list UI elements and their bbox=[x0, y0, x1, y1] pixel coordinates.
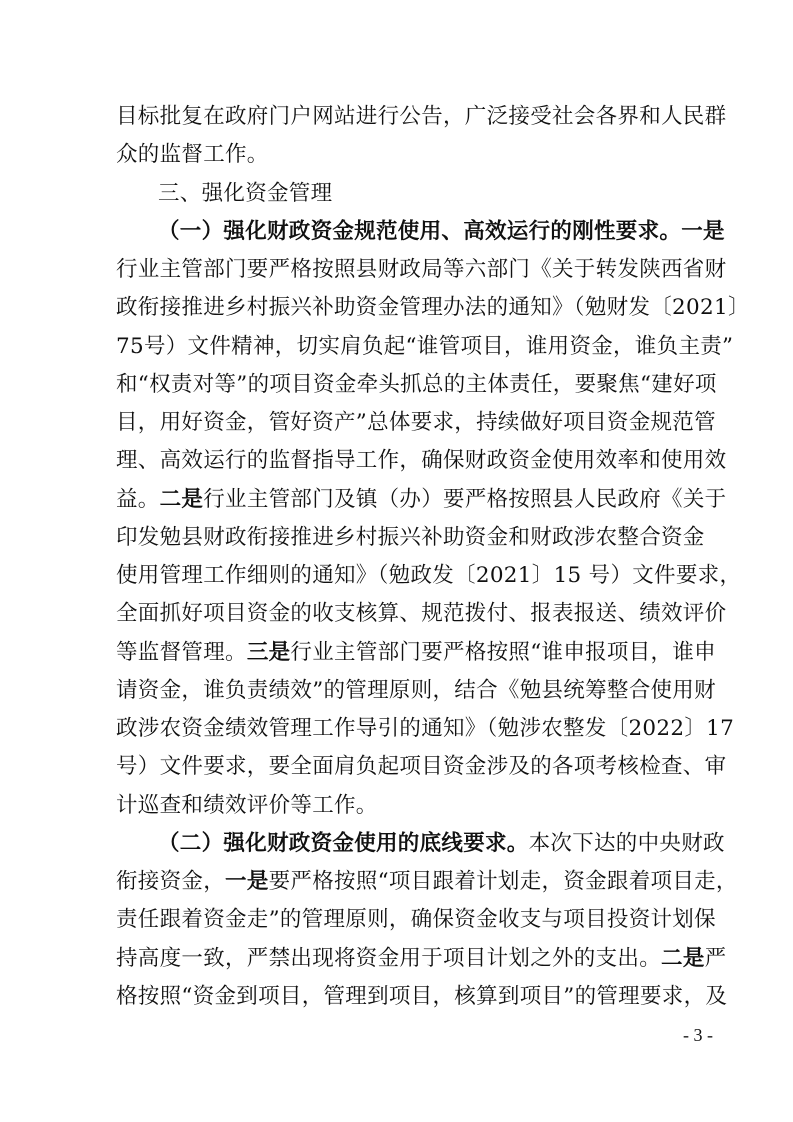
text-line: 75号）文件精神，切实肩负起“谁管项目，谁用资金，谁负主责” bbox=[116, 334, 734, 359]
section-heading: 三、强化资金管理 bbox=[158, 181, 333, 206]
text-line: 计巡查和绩效评价等工作。 bbox=[116, 793, 378, 818]
text-line: 目标批复在政府门户网站进行公告，广泛接受社会各界和人民群 bbox=[116, 104, 727, 129]
text-line: 印发勉县财政衔接推进乡村振兴补助资金和财政涉农整合资金 bbox=[116, 525, 705, 550]
text-line: 请资金，谁负责绩效”的管理原则，结合《勉县统筹整合使用财 bbox=[116, 678, 716, 703]
page-number: - 3 - bbox=[683, 1025, 713, 1045]
text-line: 行业主管部门要严格按照县财政局等六部门《关于转发陕西省财 bbox=[116, 257, 727, 282]
text-line: 政衔接推进乡村振兴补助资金管理办法的通知》（勉财发〔2021〕 bbox=[116, 295, 750, 320]
subsection-heading: （一）强化财政资金规范使用、高效运行的刚性要求。一是 bbox=[158, 219, 725, 244]
text-line: 等监督管理。三是行业主管部门要严格按照“谁申报项目，谁申 bbox=[116, 640, 716, 665]
text-line: 使用管理工作细则的通知》（勉政发〔2021〕15 号）文件要求， bbox=[116, 563, 742, 588]
text-line: 理、高效运行的监督指导工作，确保财政资金使用效率和使用效 bbox=[116, 448, 727, 473]
text-line: 众的监督工作。 bbox=[116, 142, 269, 167]
text-line: 益。二是行业主管部门及镇（办）要严格按照县人民政府《关于 bbox=[116, 487, 727, 512]
emphasis: 一是 bbox=[225, 869, 269, 894]
text-line: 责任跟着资金走”的管理原则，确保资金收支与项目投资计划保 bbox=[116, 907, 716, 932]
text-line: 全面抓好项目资金的收支核算、规范拨付、报表报送、绩效评价 bbox=[116, 601, 727, 626]
text-line: 持高度一致，严禁出现将资金用于项目计划之外的支出。二是严 bbox=[116, 946, 727, 971]
subsection-heading: （二）强化财政资金使用的底线要求。本次下达的中央财政 bbox=[158, 831, 725, 856]
emphasis: 二是 bbox=[159, 487, 204, 512]
text-line: 衔接资金，一是要严格按照“项目跟着计划走，资金跟着项目走， bbox=[116, 869, 738, 894]
emphasis: 二是 bbox=[661, 946, 705, 971]
text-line: 号）文件要求，要全面肩负起项目资金涉及的各项考核检查、审 bbox=[116, 754, 727, 779]
text-line: 目，用好资金，管好资产”总体要求，持续做好项目资金规范管 bbox=[116, 410, 716, 435]
emphasis: 三是 bbox=[246, 640, 291, 665]
text-line: 格按照“资金到项目，管理到项目，核算到项目”的管理要求，及 bbox=[116, 984, 728, 1009]
text-line: 和“权责对等”的项目资金牵头抓总的主体责任，要聚焦“建好项 bbox=[116, 372, 717, 397]
text-line: 政涉农资金绩效管理工作导引的通知》（勉涉农整发〔2022〕17 bbox=[116, 716, 735, 741]
